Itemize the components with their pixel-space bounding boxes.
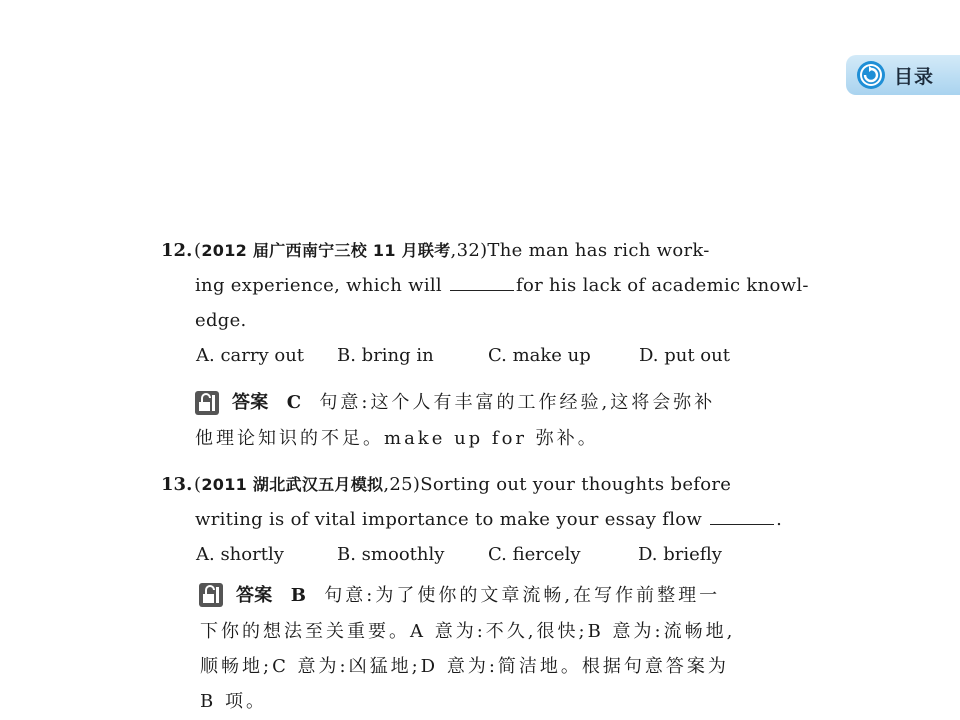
unlock-icon[interactable] (194, 390, 220, 416)
question-line: (2012 届广西南宁三校 11 月联考,32)The man has rich work- (194, 240, 710, 261)
answer-blank (450, 274, 514, 291)
explanation-text: 顺畅地;C 意为:凶猛地;D 意为:简洁地。根据句意答案为 (200, 656, 729, 677)
answer-blank (710, 508, 774, 525)
explanation-text: 他理论知识的不足。make up for 弥补。 (195, 428, 599, 449)
toc-button[interactable] (846, 55, 960, 95)
refresh-icon (856, 60, 886, 90)
unlock-icon[interactable] (198, 582, 224, 608)
explanation-text: 句意:为了使你的文章流畅,在写作前整理一 (324, 585, 721, 606)
question-number: 13. (161, 474, 193, 495)
explanation-text: B 项。 (200, 691, 267, 712)
option-c: C. fiercely (488, 544, 581, 565)
option-a: A. carry out (196, 345, 305, 366)
option-b: B. smoothly (337, 544, 445, 565)
question-source: 2012 届广西南宁三校 11 月联考 (201, 241, 451, 260)
question-text: Sorting out your thoughts before (420, 474, 732, 495)
question-line: ing experience, which will for his lack of academic knowl- (195, 275, 809, 296)
option-d: D. put out (639, 345, 730, 366)
question-line: edge. (195, 310, 247, 331)
answer-letter: B (290, 585, 307, 606)
question-text: The man has rich work- (487, 240, 710, 261)
answer-line (232, 391, 715, 415)
option-c: C. make up (488, 345, 591, 366)
question-number: 12. (161, 240, 193, 261)
question-line: (2011 湖北武汉五月模拟,25)Sorting out your thoughts before (194, 474, 732, 495)
answer-label: 答案 (236, 585, 273, 606)
explanation-text: 句意:这个人有丰富的工作经验,这将会弥补 (319, 392, 716, 413)
toc-label: 目录 (894, 65, 935, 88)
option-a: A. shortly (196, 544, 284, 565)
question-line: writing is of vital importance to make your essay flow . (195, 509, 783, 530)
answer-label: 答案 (232, 392, 269, 413)
question-source: 2011 湖北武汉五月模拟 (201, 475, 384, 494)
answer-letter: C (286, 392, 302, 413)
explanation-text: 下你的想法至关重要。A 意为:不久,很快;B 意为:流畅地, (200, 621, 736, 642)
option-d: D. briefly (638, 544, 722, 565)
option-b: B. bring in (337, 345, 434, 366)
answer-line (236, 584, 720, 608)
